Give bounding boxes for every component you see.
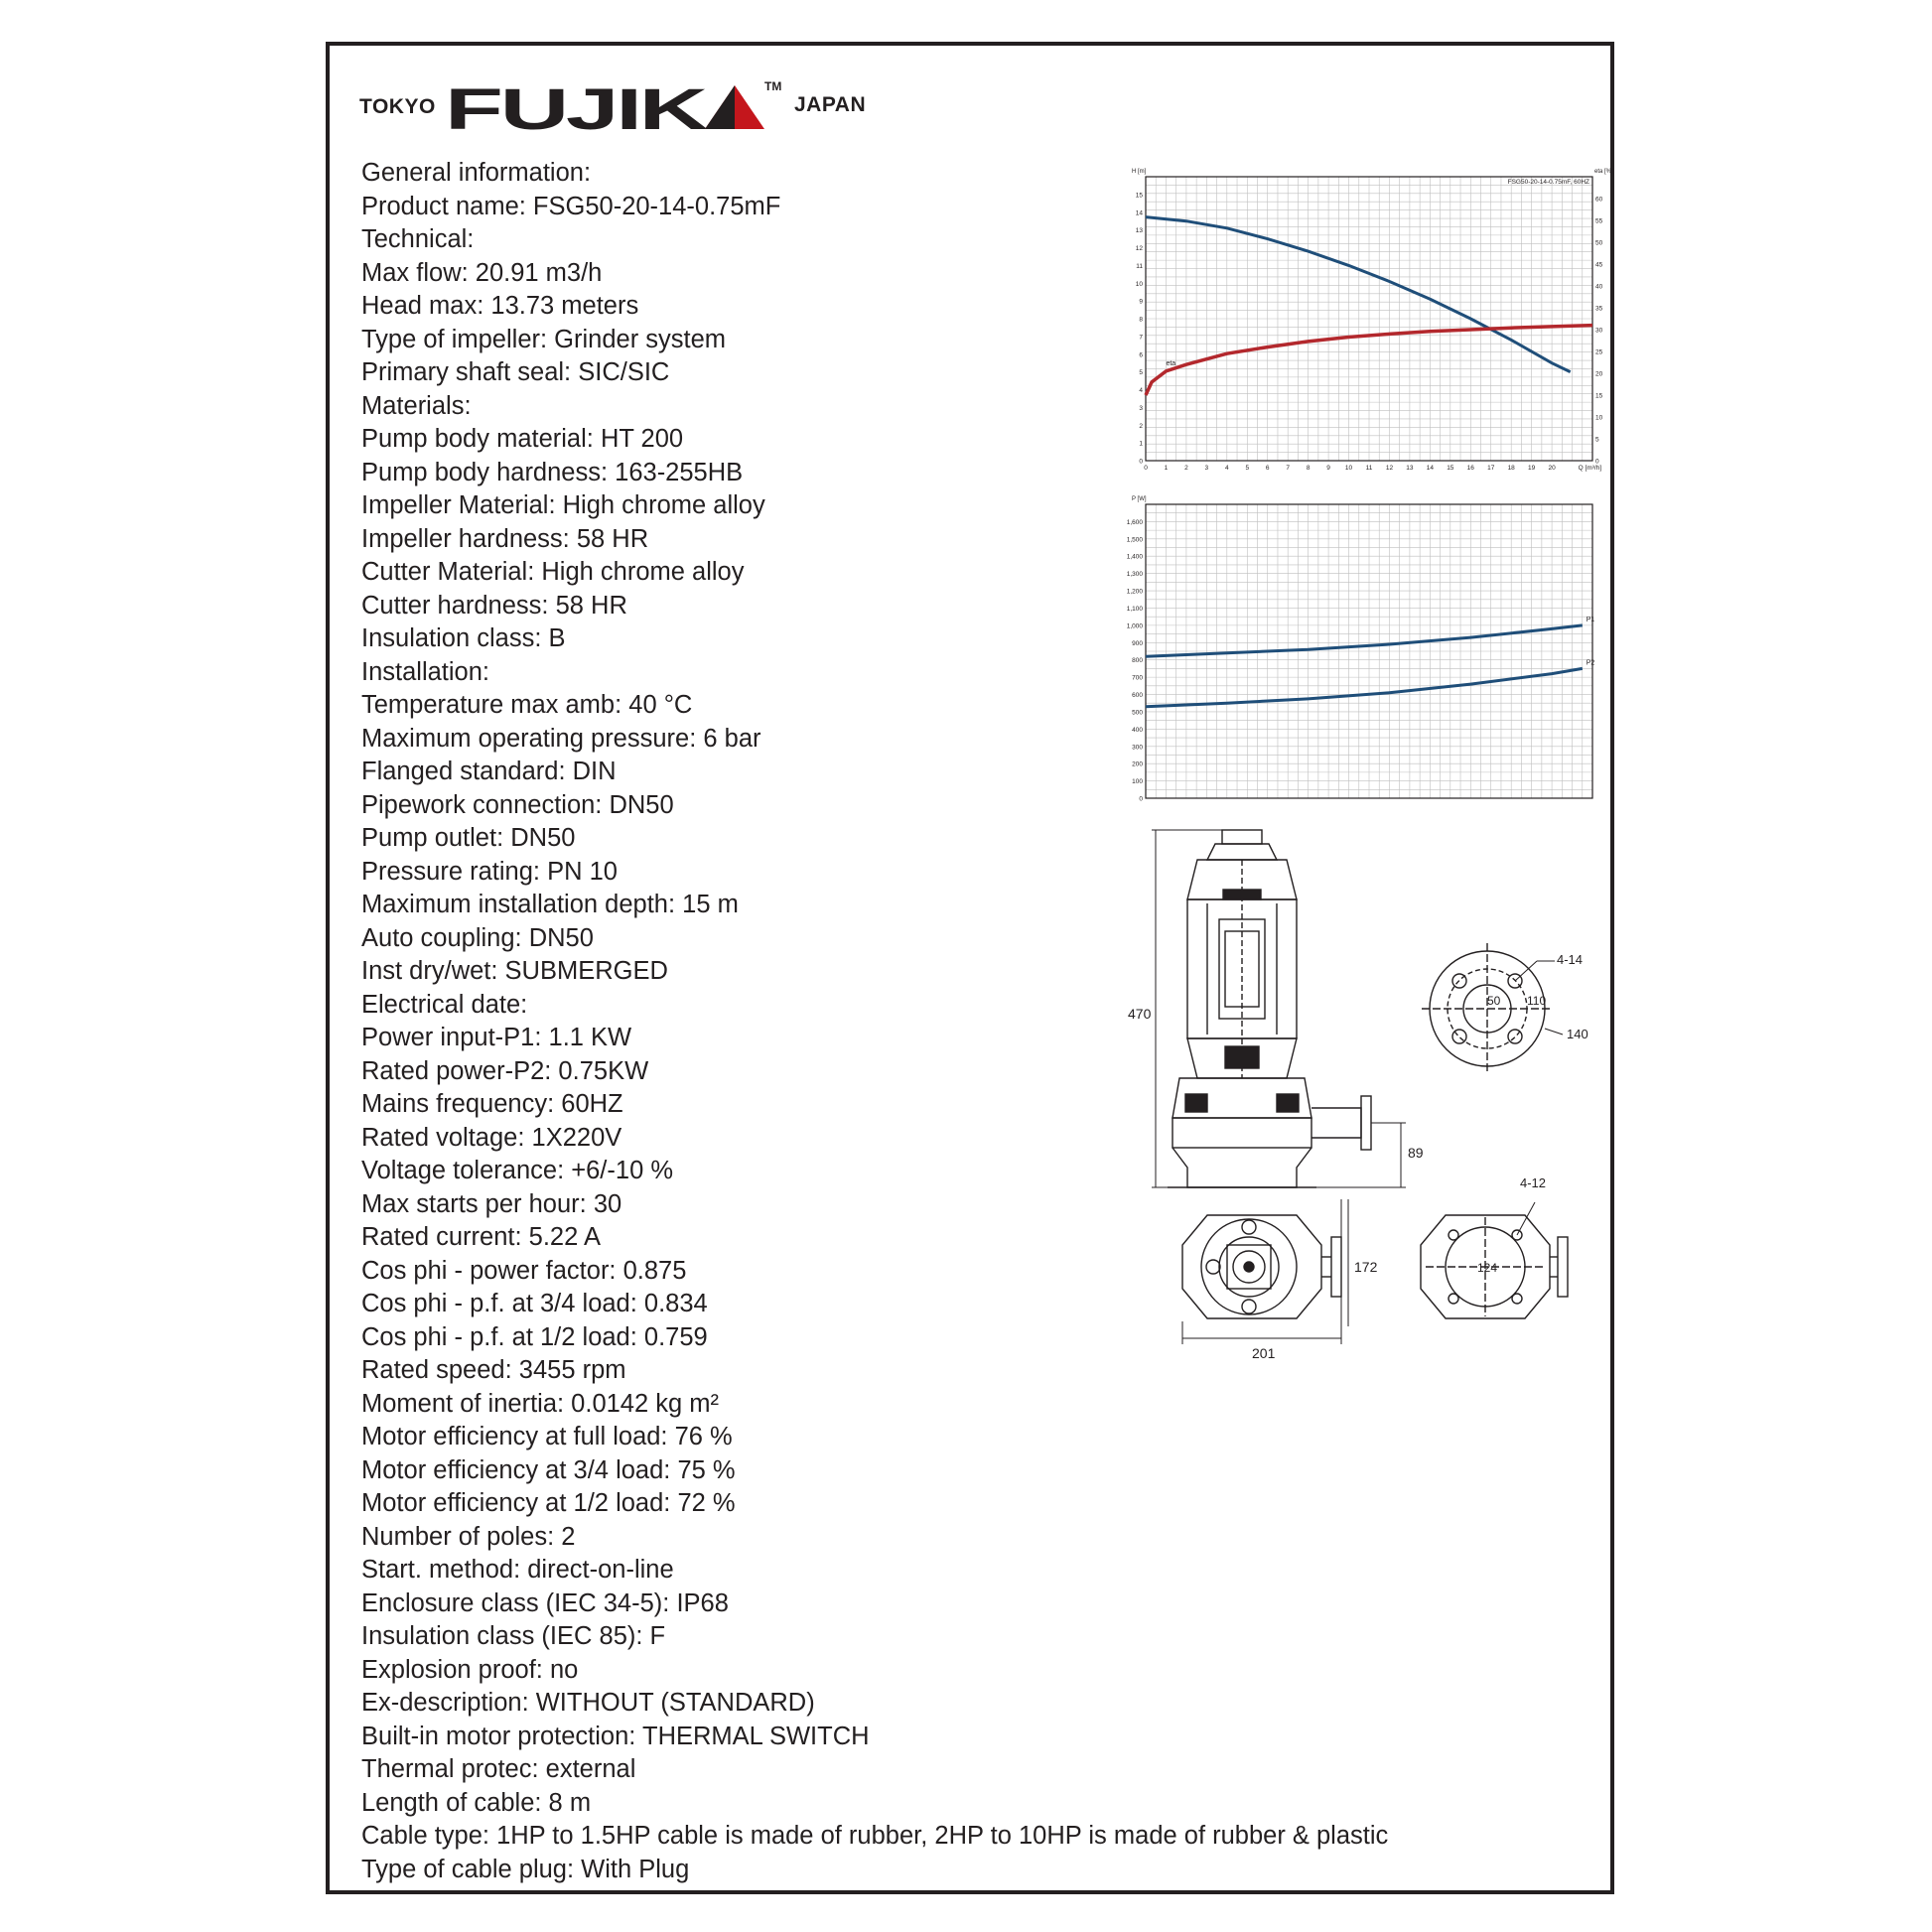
spec-line: Pump body hardness: 163-255HB bbox=[361, 458, 744, 486]
y-tick-label: 14 bbox=[1135, 209, 1143, 217]
pump-side-view bbox=[1168, 830, 1371, 1187]
grid bbox=[1146, 177, 1592, 461]
spec-line: Insulation class: B bbox=[361, 624, 566, 652]
spec-line: Motor efficiency at 1/2 load: 72 % bbox=[361, 1489, 736, 1517]
spec-line: Pump body material: HT 200 bbox=[361, 425, 684, 453]
bearing bbox=[1223, 890, 1261, 899]
spec-line: Max starts per hour: 30 bbox=[361, 1189, 622, 1218]
y-tick-label: 3 bbox=[1139, 404, 1143, 412]
dim-outlet-height: 89 bbox=[1408, 1145, 1424, 1161]
spec-line: Technical: bbox=[361, 225, 475, 253]
outlet-flange bbox=[1361, 1096, 1371, 1150]
dim-base-holes: 4-12 bbox=[1520, 1175, 1547, 1190]
brand-city-left: TOKYO bbox=[359, 95, 436, 118]
spec-line: Auto coupling: DN50 bbox=[361, 923, 594, 952]
spec-line: Pump outlet: DN50 bbox=[361, 824, 576, 852]
dimension-drawing bbox=[1128, 820, 1608, 1376]
spec-line: Explosion proof: no bbox=[361, 1655, 579, 1684]
y2-tick-label: 0 bbox=[1595, 458, 1599, 466]
y2-tick-label: 25 bbox=[1595, 348, 1603, 356]
spec-line: Electrical date: bbox=[361, 990, 528, 1019]
spec-line: Materials: bbox=[361, 391, 472, 420]
y-tick-label: 1 bbox=[1139, 440, 1143, 448]
spec-line: Power input-P1: 1.1 KW bbox=[361, 1024, 632, 1051]
cable-gland bbox=[1222, 830, 1262, 844]
spec-line: Product name: FSG50-20-14-0.75mF bbox=[361, 192, 781, 220]
y-tick-label: 12 bbox=[1135, 245, 1143, 252]
spec-line: Rated current: 5.22 A bbox=[361, 1223, 601, 1251]
spec-line: Thermal protec: external bbox=[361, 1755, 636, 1783]
spec-line: Start. method: direct-on-line bbox=[361, 1556, 674, 1584]
spec-line: Enclosure class (IEC 34-5): IP68 bbox=[361, 1588, 729, 1617]
spec-line: Flanged standard: DIN bbox=[361, 758, 617, 785]
series-line bbox=[1146, 217, 1571, 372]
y-tick-label: 200 bbox=[1132, 760, 1143, 768]
brand-city-right: JAPAN bbox=[794, 93, 867, 116]
y-tick-label: 1,500 bbox=[1126, 536, 1143, 544]
dimension-lines bbox=[1152, 830, 1406, 1187]
y2-tick-label: 5 bbox=[1595, 436, 1599, 444]
y-tick-label: 1,600 bbox=[1126, 518, 1143, 526]
y-tick-label: 300 bbox=[1132, 744, 1143, 752]
y-tick-label: 4 bbox=[1139, 387, 1143, 394]
y-tick-label: 7 bbox=[1139, 334, 1143, 342]
spec-line: Primary shaft seal: SIC/SIC bbox=[361, 358, 670, 386]
y-tick-label: 6 bbox=[1139, 351, 1143, 359]
spec-line: Rated voltage: 1X220V bbox=[361, 1123, 622, 1152]
spec-line: Rated speed: 3455 rpm bbox=[361, 1356, 626, 1384]
spec-line: General information: bbox=[361, 159, 592, 187]
spec-line: Impeller Material: High chrome alloy bbox=[361, 491, 765, 519]
y2-tick-label: 30 bbox=[1595, 327, 1603, 335]
y2-tick-label: 50 bbox=[1595, 239, 1603, 247]
x-tick-label: 8 bbox=[1306, 465, 1311, 472]
power-chart bbox=[1128, 488, 1608, 804]
series-label: P1 bbox=[1586, 616, 1595, 623]
dim-base-pcd: 124 bbox=[1477, 1261, 1498, 1275]
spec-line: Number of poles: 2 bbox=[361, 1522, 576, 1551]
dim-flange-holes: 4-14 bbox=[1557, 952, 1584, 967]
y-tick-label: 8 bbox=[1139, 316, 1143, 324]
y2-tick-label: 45 bbox=[1595, 261, 1603, 269]
motor-cap bbox=[1207, 844, 1277, 860]
y2-tick-label: 40 bbox=[1595, 283, 1603, 291]
x-tick-label: 15 bbox=[1447, 465, 1454, 472]
dim-flange-od: 140 bbox=[1567, 1027, 1588, 1041]
y2-tick-label: 20 bbox=[1595, 370, 1603, 378]
spec-line: Length of cable: 8 m bbox=[361, 1788, 592, 1817]
spec-line: Temperature max amb: 40 °C bbox=[361, 691, 693, 719]
y-axis-label: P [W] bbox=[1132, 496, 1147, 502]
chart-title: FSG50-20-14-0.75mF, 60HZ bbox=[1507, 179, 1589, 186]
pump-casing bbox=[1173, 1118, 1311, 1148]
x-tick-label: 14 bbox=[1426, 465, 1434, 472]
spec-line: Type of impeller: Grinder system bbox=[361, 325, 727, 353]
y-tick-label: 1,300 bbox=[1126, 571, 1143, 579]
y-tick-label: 800 bbox=[1132, 657, 1143, 665]
base-top-view bbox=[1182, 1199, 1348, 1344]
x-tick-label: 18 bbox=[1507, 465, 1515, 472]
x-tick-label: 10 bbox=[1344, 465, 1353, 472]
x-tick-label: 19 bbox=[1528, 465, 1536, 472]
dim-height: 470 bbox=[1128, 1006, 1152, 1022]
spec-line: Cutter hardness: 58 HR bbox=[361, 591, 627, 620]
spec-line: Built-in motor protection: THERMAL SWITCH bbox=[361, 1722, 870, 1750]
dim-flange-bore: 50 bbox=[1487, 994, 1501, 1008]
y-tick-label: 15 bbox=[1135, 192, 1143, 200]
spec-line: Moment of inertia: 0.0142 kg m² bbox=[361, 1389, 720, 1418]
spec-line: Head max: 13.73 meters bbox=[361, 292, 639, 320]
spec-line: Type of cable plug: With Plug bbox=[361, 1855, 690, 1883]
y-tick-label: 900 bbox=[1132, 639, 1143, 647]
y-tick-label: 0 bbox=[1139, 795, 1143, 803]
dim-base-length: 201 bbox=[1252, 1345, 1276, 1361]
spec-line: Inst dry/wet: SUBMERGED bbox=[361, 957, 668, 985]
x-tick-label: 12 bbox=[1385, 465, 1394, 472]
x-tick-label: 4 bbox=[1225, 465, 1229, 472]
y2-tick-label: 60 bbox=[1595, 196, 1603, 204]
x-tick-label: 20 bbox=[1548, 465, 1556, 472]
head-efficiency-chart bbox=[1128, 161, 1613, 477]
spec-line: Voltage tolerance: +6/-10 % bbox=[361, 1157, 674, 1184]
spec-line: Impeller hardness: 58 HR bbox=[361, 524, 649, 553]
y-tick-label: 2 bbox=[1139, 422, 1143, 430]
dim-base-width: 172 bbox=[1354, 1259, 1378, 1275]
spec-line: Cable type: 1HP to 1.5HP cable is made of rubber, 2HP to 10HP is made of rubber & plastic bbox=[361, 1822, 1389, 1850]
dim-flange-pcd: 110 bbox=[1527, 994, 1547, 1008]
y2-tick-label: 15 bbox=[1595, 392, 1603, 400]
outlet-pipe bbox=[1311, 1108, 1361, 1138]
y-tick-label: 5 bbox=[1139, 369, 1143, 377]
y-tick-label: 500 bbox=[1132, 709, 1143, 717]
x-tick-label: 6 bbox=[1265, 465, 1270, 472]
y2-tick-label: 55 bbox=[1595, 217, 1603, 225]
y-tick-label: 9 bbox=[1139, 298, 1143, 306]
x-tick-label: 5 bbox=[1245, 465, 1250, 472]
spec-line: Ex-description: WITHOUT (STANDARD) bbox=[361, 1689, 815, 1717]
y-tick-label: 400 bbox=[1132, 726, 1143, 734]
x-tick-label: 3 bbox=[1204, 465, 1209, 472]
y2-tick-label: 35 bbox=[1595, 305, 1603, 313]
spec-line: Cos phi - power factor: 0.875 bbox=[361, 1256, 687, 1285]
series-line bbox=[1146, 668, 1583, 706]
y-tick-label: 600 bbox=[1132, 692, 1143, 700]
spec-line: Motor efficiency at full load: 76 % bbox=[361, 1423, 733, 1450]
spec-line: Cos phi - p.f. at 1/2 load: 0.759 bbox=[361, 1322, 708, 1351]
spec-line: Max flow: 20.91 m3/h bbox=[361, 258, 603, 287]
spec-line: Pipework connection: DN50 bbox=[361, 790, 674, 819]
x-tick-label: 16 bbox=[1466, 465, 1474, 472]
fujika-logo bbox=[445, 77, 772, 142]
y-tick-label: 1,400 bbox=[1126, 553, 1143, 561]
spec-line: Motor efficiency at 3/4 load: 75 % bbox=[361, 1455, 736, 1484]
x-axis-label: Q [m³/h] bbox=[1578, 465, 1602, 472]
spec-line: Cutter Material: High chrome alloy bbox=[361, 558, 745, 586]
brand-header bbox=[359, 77, 915, 142]
series-label: eta bbox=[1166, 359, 1176, 367]
svg-text:FUJIK: FUJIK bbox=[445, 77, 709, 142]
y-tick-label: 13 bbox=[1135, 227, 1143, 235]
series-label: P2 bbox=[1586, 659, 1595, 667]
y-tick-label: 1,000 bbox=[1126, 622, 1143, 630]
y-tick-label: 11 bbox=[1136, 262, 1143, 270]
trademark-mark: TM bbox=[764, 79, 782, 93]
foot-stand bbox=[1173, 1148, 1311, 1187]
spec-line: Insulation class (IEC 85): F bbox=[361, 1622, 666, 1650]
x-tick-label: 0 bbox=[1144, 465, 1148, 472]
y2-axis-label: eta [%] bbox=[1594, 169, 1613, 175]
spec-line: Mains frequency: 60HZ bbox=[361, 1090, 623, 1118]
y2-tick-label: 10 bbox=[1595, 414, 1603, 422]
y-tick-label: 0 bbox=[1139, 458, 1143, 466]
outlet-flange-view bbox=[1422, 943, 1563, 1074]
datasheet-frame bbox=[326, 42, 1614, 1894]
spec-line: Pressure rating: PN 10 bbox=[361, 857, 618, 886]
x-tick-label: 1 bbox=[1164, 465, 1169, 472]
x-tick-label: 17 bbox=[1487, 465, 1495, 472]
x-tick-label: 13 bbox=[1406, 465, 1414, 472]
spec-line: Installation: bbox=[361, 657, 489, 686]
y-tick-label: 10 bbox=[1135, 280, 1143, 288]
series-line bbox=[1146, 625, 1583, 656]
spec-line: Rated power-P2: 0.75KW bbox=[361, 1056, 649, 1085]
y-tick-label: 700 bbox=[1132, 674, 1143, 682]
spec-line: Maximum operating pressure: 6 bar bbox=[361, 724, 761, 753]
spec-line: Cos phi - p.f. at 3/4 load: 0.834 bbox=[361, 1290, 708, 1317]
x-tick-label: 7 bbox=[1286, 465, 1290, 472]
grid bbox=[1146, 504, 1592, 798]
y-axis-label: H [m] bbox=[1132, 169, 1147, 175]
x-tick-label: 9 bbox=[1326, 465, 1330, 472]
y-tick-label: 1,100 bbox=[1126, 605, 1143, 613]
y-tick-label: 100 bbox=[1132, 778, 1143, 786]
spec-line: Maximum installation depth: 15 m bbox=[361, 891, 739, 918]
x-tick-label: 11 bbox=[1365, 465, 1373, 472]
x-tick-label: 2 bbox=[1184, 465, 1188, 472]
y-tick-label: 1,200 bbox=[1126, 588, 1143, 596]
